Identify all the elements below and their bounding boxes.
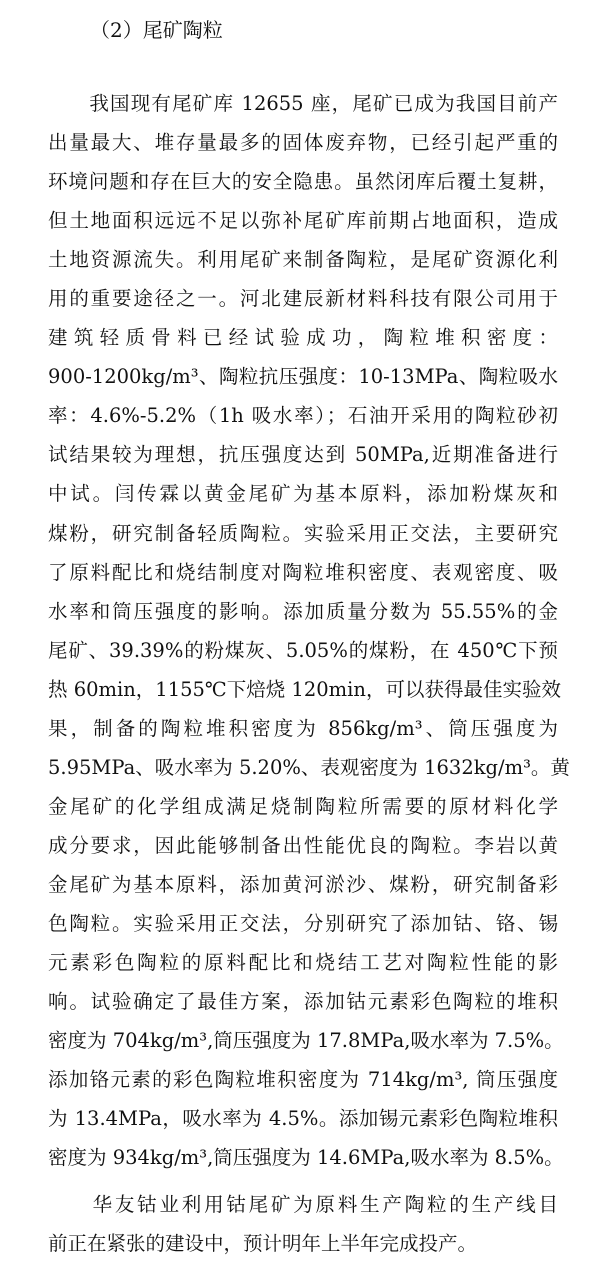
text-line: 煤粉，研究制备轻质陶粒。实验采用正交法，主要研究 bbox=[48, 521, 558, 545]
text-line: 前正在紧张的建设中，预计明年上半年完成投产。 bbox=[48, 1232, 478, 1256]
text-line: 金尾矿的化学组成满足烧制陶粒所需要的原材料化学 bbox=[48, 794, 558, 818]
text-line: 了原料配比和烧结制度对陶粒堆积密度、表观密度、吸 bbox=[48, 560, 558, 584]
text-line: 热 60min，1155℃下焙烧 120min，可以获得最佳实验效 bbox=[48, 677, 561, 701]
text-line: 果，制备的陶粒堆积密度为 856kg/m³、筒压强度为 bbox=[48, 716, 558, 740]
text-line: 华友钴业利用钴尾矿为原料生产陶粒的生产线目 bbox=[48, 1193, 558, 1216]
text-line: 添加铬元素的彩色陶粒堆积密度为 714kg/m³, 筒压强度 bbox=[48, 1068, 558, 1092]
paragraph-huayou-cobalt bbox=[48, 1185, 558, 1263]
text-line: 出量最大、堆存量最多的固体废弃物，已经引起严重的 bbox=[48, 131, 558, 155]
text-line: 为 13.4MPa，吸水率为 4.5%。添加锡元素彩色陶粒堆积 bbox=[48, 1107, 558, 1131]
text-line: 密度为 704kg/m³,筒压强度为 17.8MPa,吸水率为 7.5%。 bbox=[48, 1029, 564, 1053]
text-line: 但土地面积远远不足以弥补尾矿库前期占地面积，造成 bbox=[48, 209, 558, 233]
text-line: 土地资源流失。利用尾矿来制备陶粒，是尾矿资源化利 bbox=[48, 248, 558, 272]
text-line: 密度为 934kg/m³,筒压强度为 14.6MPa,吸水率为 8.5%。 bbox=[48, 1146, 564, 1170]
text-line: 率：4.6%-5.2%（1h 吸水率）；石油开采用的陶粒砂初 bbox=[48, 404, 558, 428]
text-line: 响。试验确定了最佳方案，添加钴元素彩色陶粒的堆积 bbox=[48, 990, 558, 1014]
text-line: 用的重要途径之一。河北建辰新材料科技有限公司用于 bbox=[48, 287, 558, 311]
paragraph-tailings-ceramsite bbox=[48, 84, 570, 1177]
section-heading: （2）尾矿陶粒 bbox=[90, 18, 223, 42]
text-line: 中试。闫传霖以黄金尾矿为基本原料，添加粉煤灰和 bbox=[48, 482, 558, 506]
text-line: 金尾矿为基本原料，添加黄河淤沙、煤粉，研究制备彩 bbox=[48, 872, 558, 896]
text-line: 尾矿、39.39%的粉煤灰、5.05%的煤粉，在 450℃下预 bbox=[48, 638, 558, 662]
text-line: 成分要求，因此能够制备出性能优良的陶粒。李岩以黄 bbox=[48, 833, 558, 857]
text-line: 我国现有尾矿库 12655 座，尾矿已成为我国目前产 bbox=[48, 92, 558, 115]
text-line: 色陶粒。实验采用正交法，分别研究了添加钴、铬、锡 bbox=[48, 911, 558, 935]
text-line: 元素彩色陶粒的原料配比和烧结工艺对陶粒性能的影 bbox=[48, 951, 558, 975]
text-line: 5.95MPa、吸水率为 5.20%、表观密度为 1632kg/m³。黄 bbox=[48, 755, 570, 779]
text-line: 环境问题和存在巨大的安全隐患。虽然闭库后覆土复耕， bbox=[48, 170, 558, 194]
text-line: 试结果较为理想，抗压强度达到 50MPa,近期准备进行 bbox=[48, 443, 558, 467]
text-line: 900-1200kg/m³、陶粒抗压强度：10-13MPa、陶粒吸水 bbox=[48, 365, 558, 389]
text-line: 建筑轻质骨料已经试验成功，陶粒堆积密度： bbox=[48, 326, 558, 350]
text-line: 水率和筒压强度的影响。添加质量分数为 55.55%的金 bbox=[48, 599, 558, 623]
